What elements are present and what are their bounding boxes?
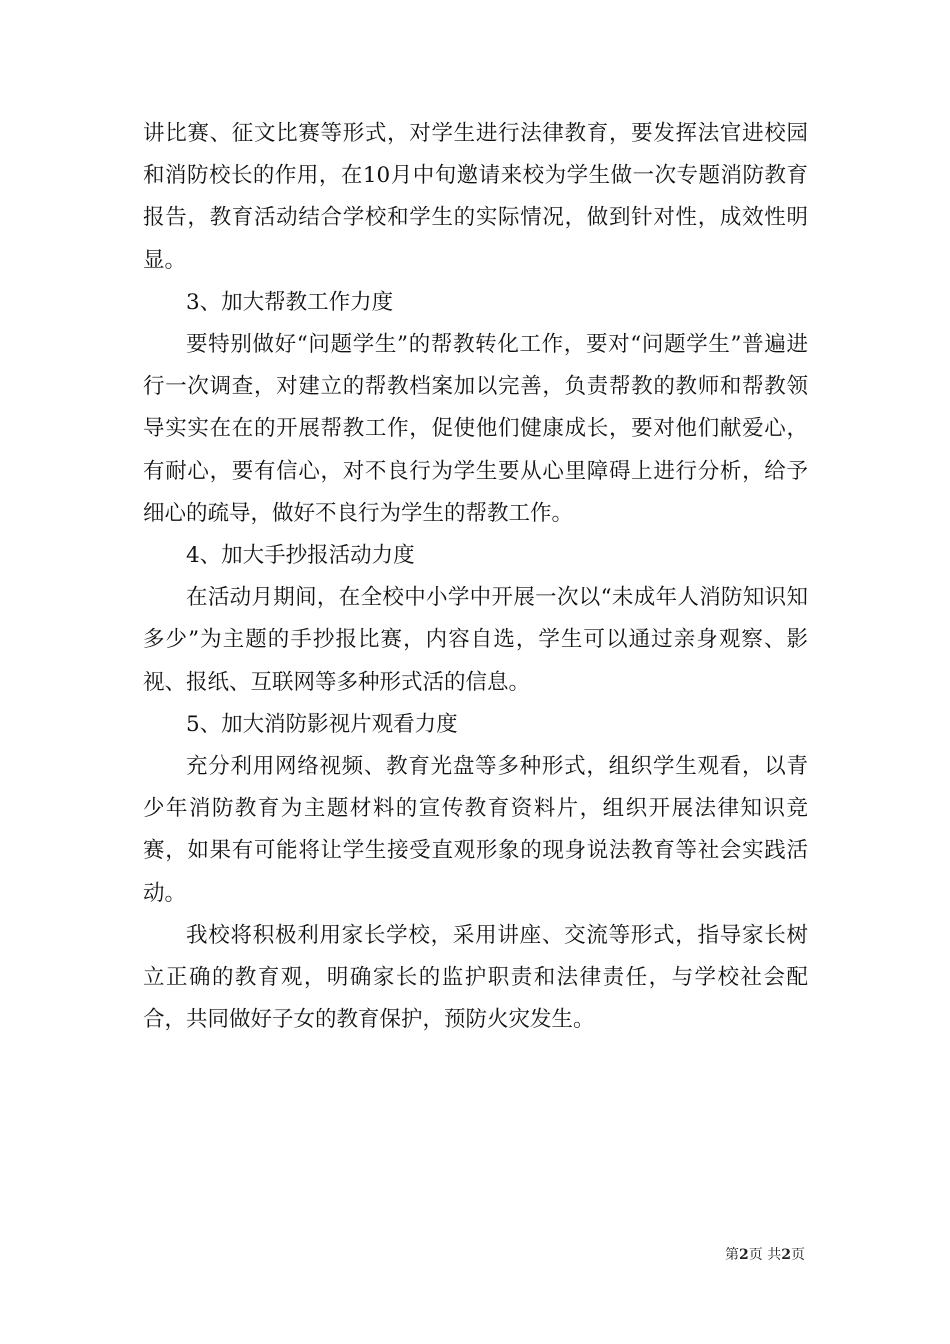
section-heading-4: 4、加大手抄报活动力度 [186, 543, 415, 569]
footer-suffix: 页 [791, 1247, 805, 1263]
total-pages-number: 2 [781, 1247, 791, 1263]
section-heading-3: 3、加大帮教工作力度 [186, 289, 394, 315]
page-number-footer [725, 1244, 805, 1264]
section-heading-5: 5、加大消防影视片观看力度 [186, 711, 458, 737]
footer-prefix: 第 [725, 1247, 740, 1263]
paragraph: 我校将积极利用家长学校，采用讲座、交流等形式，指导家长树立正确的教育观，明确家长的监护职责和法律责任，与学校社会配合，共同做好子女的教育保护，预防火灾发生。 [143, 922, 808, 1033]
paragraph-continued: 讲比赛、征文比赛等形式，对学生进行法律教育，要发挥法官进校园和消防校长的作用，在10月中旬邀请来校为学生做一次专题消防教育报告，教育活动结合学校和学生的实际情况，做到针对性，成效性明显。 [143, 121, 808, 273]
paragraph: 充分利用网络视频、教育光盘等多种形式，组织学生观看，以青少年消防教育为主题材料的宣传教育资料片，组织开展法律知识竞赛，如果有可能将让学生接受直观形象的现身说法教育等社会实践活动。 [143, 754, 808, 906]
paragraph: 要特别做好“问题学生”的帮教转化工作，要对“问题学生”普遍进行一次调查，对建立的帮教档案加以完善，负责帮教的教师和帮教领导实实在在的开展帮教工作，促使他们健康成长，要对他们献爱心，有耐心，要有信心，对不良行为学生要从心里障碍上进行分析，给予细心的疏导，做好不良行为学生的帮教工作。 [143, 332, 808, 526]
footer-middle: 页 共 [748, 1247, 782, 1263]
current-page-number: 2 [739, 1247, 749, 1263]
document-body [143, 113, 808, 1041]
paragraph: 在活动月期间，在全校中小学中开展一次以“未成年人消防知识知多少”为主题的手抄报比赛，内容自选，学生可以通过亲身观察、影视、报纸、互联网等多种形式活的信息。 [143, 585, 808, 695]
